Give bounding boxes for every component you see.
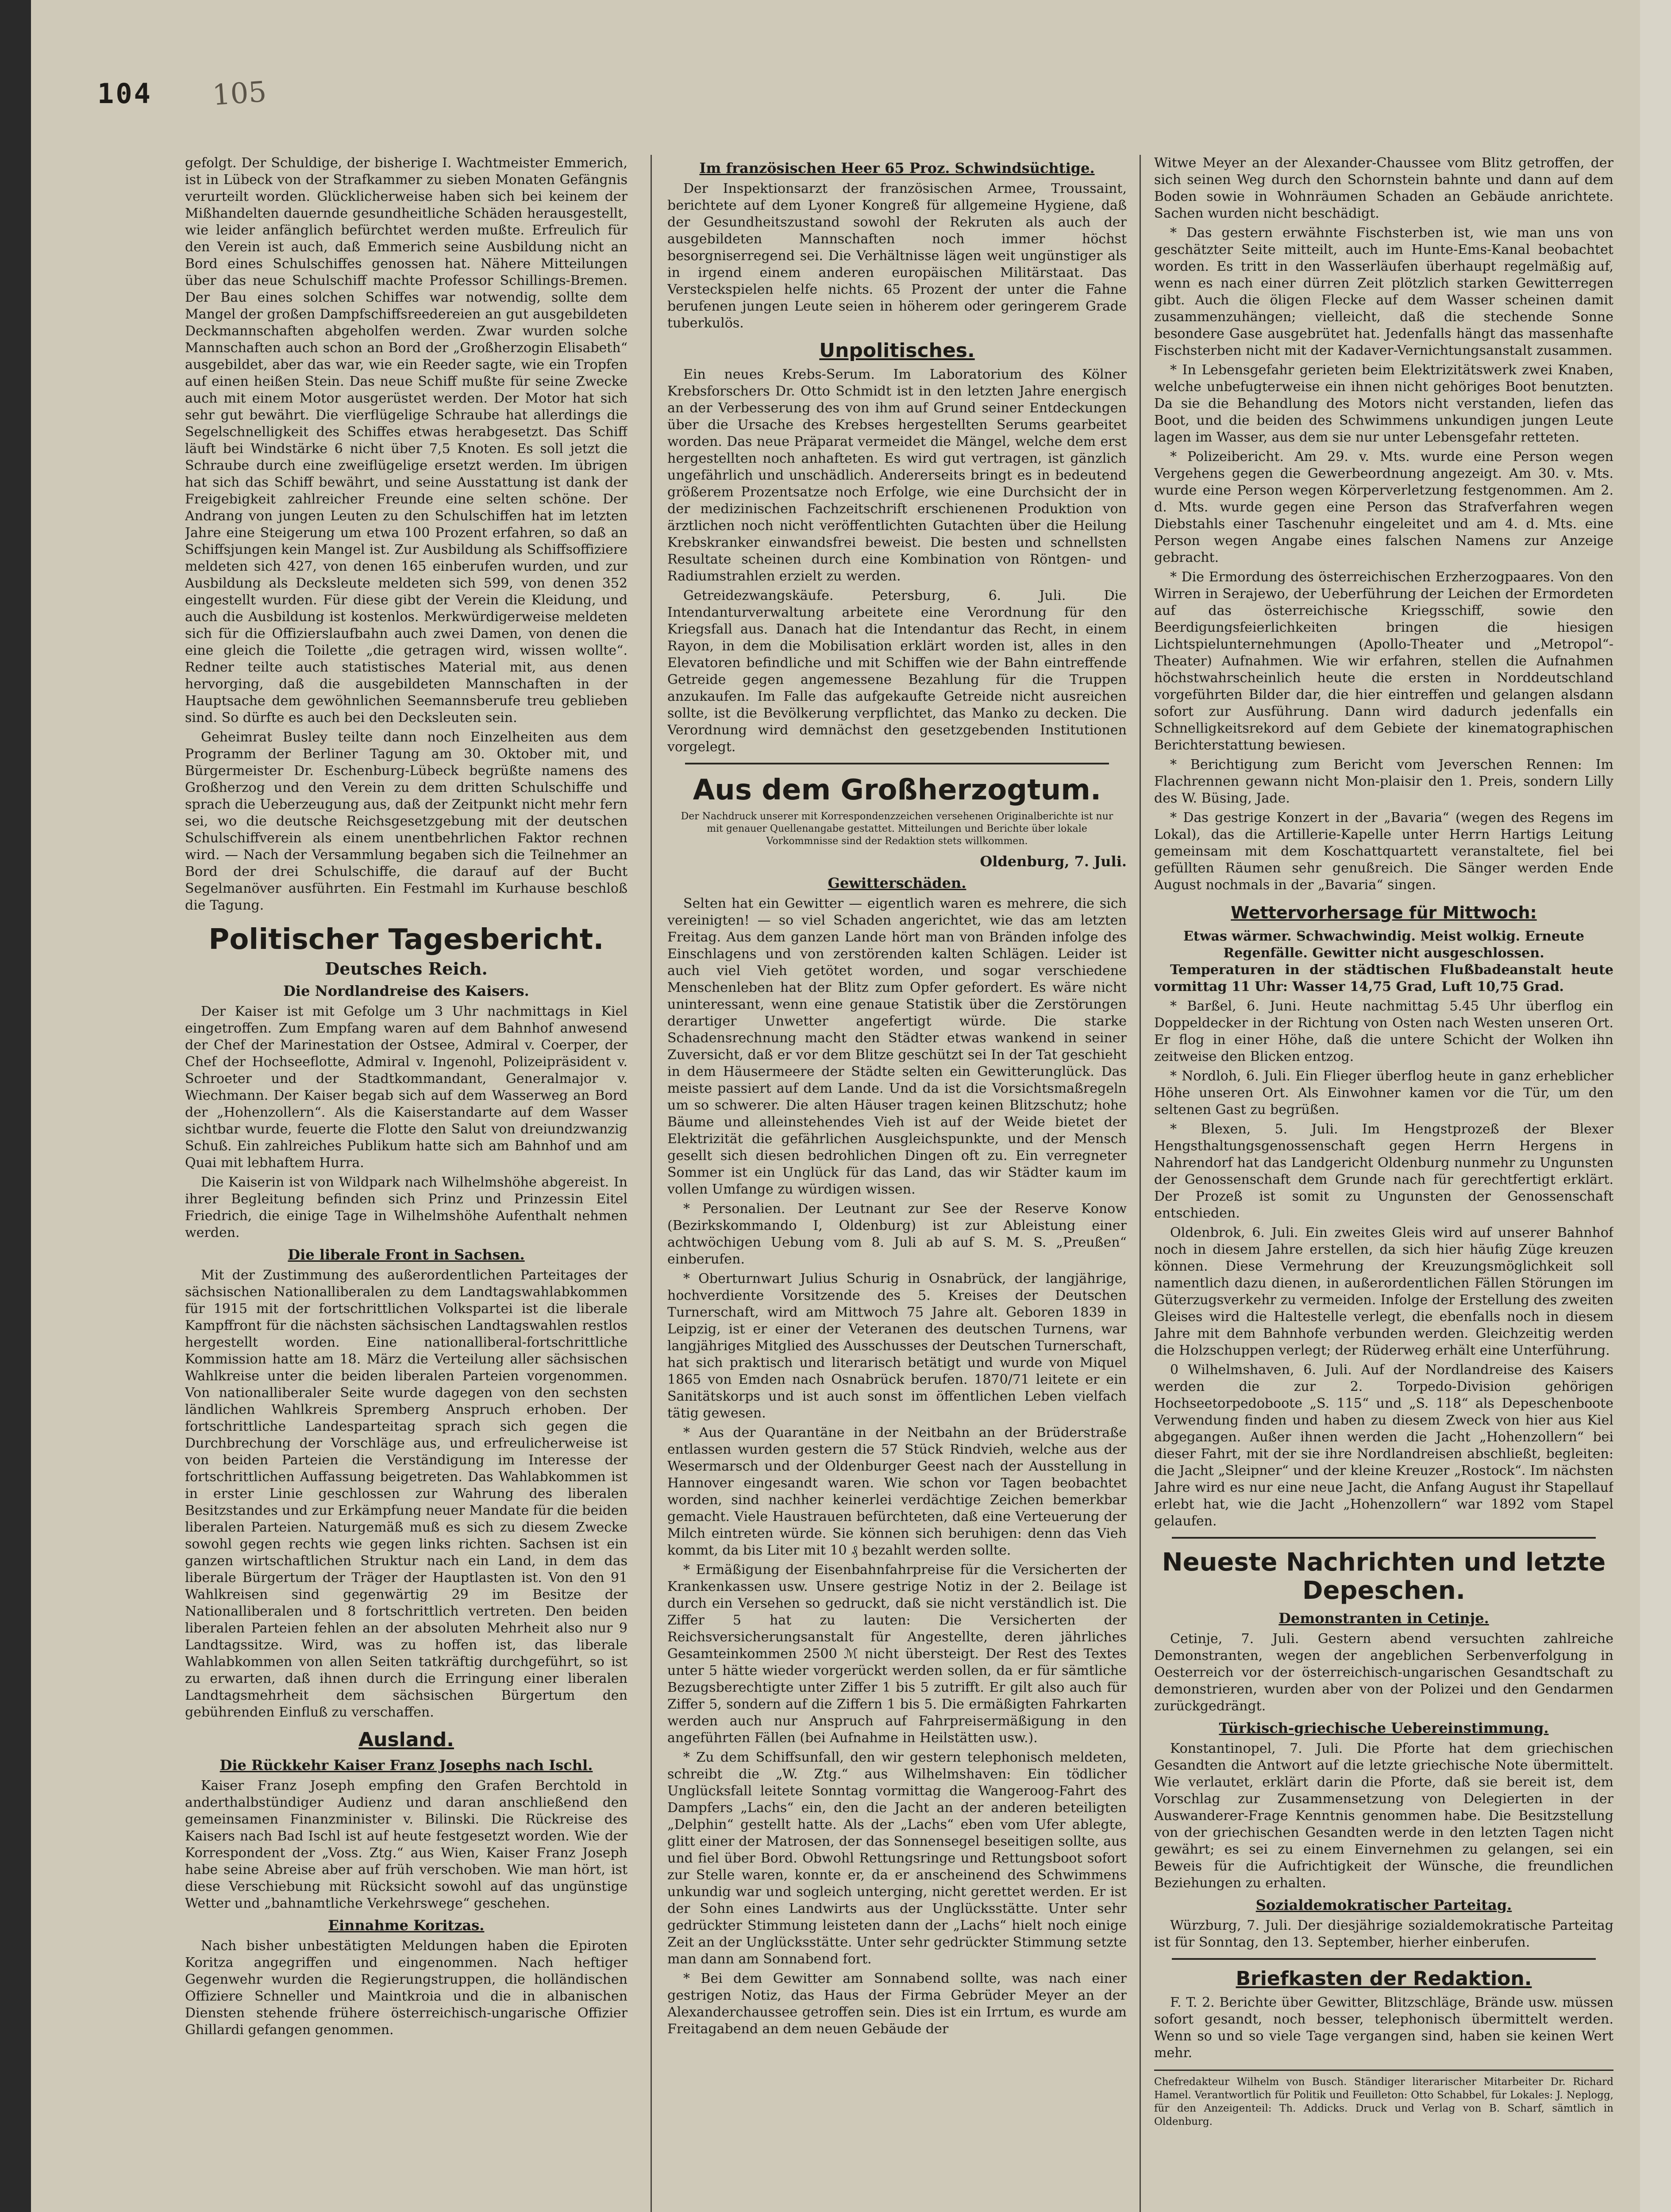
article-text: * Aus der Quarantäne in der Neitbahn an der Brüderstraße entlassen wurden gestern die 57 Stück Rindvieh, welche aus der Wesermarsch und der Oldenburger Geest nach der Ausstellung in Hannover eingesandt waren. Wie schon vor Tagen beobachtet worden, sind nachher keinerlei verdächtige Zeichen bemerkbar gemacht. Viele Haustrauen befürchteten, daß eine Verteuerung der Milch eintreten würde. Sie können sich beruhigen: denn das Vieh kommt, da bis Liter mit 10 ₰ bezahlt werden sollte. [667,1425,1127,1558]
article-text: * Blexen, 5. Juli. Im Hengstprozeß der Blexer Hengsthaltungsgenossenschaft gegen Herrn Hergens in Nahrendorf hat das Landgericht Oldenburg nunmehr zu Ungunsten der Genossenschaft dem Grunde nach für gerechtfertigt erklärt. Der Prozeß ist somit zu Ungunsten der Genossenschaft entschieden. [1154,1121,1613,1221]
column-rule [651,155,652,2212]
divider [1172,1537,1596,1539]
column-1 [185,155,628,2212]
article-text: Der Kaiser ist mit Gefolge um 3 Uhr nachmittags in Kiel eingetroffen. Zum Empfang waren auf dem Bahnhof anwesend der Chef der Marinestation der Ostsee, Admiral v. Coerper, der Chef der Hochseeflotte, Admiral v. Ingenohl, Polizeipräsident v. Schroeter und der Stadtkommandant, Generalmajor v. Wiechmann. Der Kaiser begab sich auf dem Wasserweg an Bord der „Hohenzollern“. Als die Kaiserstandarte auf dem Wasser sichtbar wurde, feuerte die Flotte den Salut von dreiundzwanzig Schuß. Ein zahlreiches Publikum hatte sich am Bahnhof und am Quai mit lebhaftem Hurra. [185,1004,628,1171]
article-title: Türkisch-griechische Uebereinstimmung. [1219,1720,1549,1736]
section-heading: Neueste Nachrichten und letzte Depeschen. [1162,1548,1606,1605]
article-title: Die Nordlandreise des Kaisers. [283,983,529,999]
article-text: Die Kaiserin ist von Wildpark nach Wilhelmshöhe abgereist. In ihrer Begleitung befinden sich Prinz und Prinzessin Eitel Friedrich, die einige Tage in Wilhelmshöhe Aufenthalt nehmen werden. [185,1175,628,1240]
article-text: * Zu dem Schiffsunfall, den wir gestern telephonisch meldeten, schreibt die „W. Ztg.“ aus Wilhelmshaven: Ein tödlicher Unglücksfall leitete Sonntag vormittag die Wangeroog-Fahrt des Dampfers „Lachs“ ein, den die Jacht an der anderen beteiligten „Delphin“ gestellt hatte. Als der „Lachs“ eben vom Ufer ablegte, glitt einer der Matrosen, der das Sonnensegel beseitigen sollte, aus und fiel über Bord. Obwohl Rettungsringe und Rettungsboot sofort zur Stelle waren, konnte er, da er anscheinend des Schwimmens unkundig war und sogleich unterging, nicht gerettet werden. Er ist der Sohn eines Landwirts aus der Unglücksstätte. Unter sehr gedrückter Stimmung leisteten dann der „Lachs“ hielt noch einige Zeit an der Unglücksstätte. Unter sehr gedrückter Stimmung setzte man dann am Sonnabend fort. [667,1750,1127,1967]
article-text: * Die Ermordung des österreichischen Erzherzogpaares. Von den Wirren in Serajewo, der Ueberführung der Leichen der Ermordeten auf das österreichische Kriegsschiff, sowie den Beerdigungsfeierlichkeiten bringen die hiesigen Lichtspielunternehmungen (Apollo-Theater und „Metropol“-Theater) Aufnahmen. Wie wir erfahren, stellen die Aufnahmen höchstwahrscheinlich heute die ersten in Norddeutschland vorgeführten Bilder dar, die hier eintreffen und gelangen alsdann sofort zur Ausführung. Dann wird dadurch jedenfalls ein Schnelligkeitsrekord auf dem Gebiete der kinematographischen Berichterstattung bewiesen. [1154,569,1613,753]
article-text: Konstantinopel, 7. Juli. Die Pforte hat dem griechischen Gesandten die Antwort auf die letzte griechische Note übermittelt. Wie verlautet, erklärt darin die Pforte, daß sie bereit ist, dem Vorschlag zur Zusammensetzung von Delegierten in der Auswanderer-Frage Kenntnis genommen habe. Die Besitzstellung von der griechischen Gesandten werde in den letzten Tagen nicht gewährt; es sei zu einem Einvernehmen zu gelangen, sei ein Beweis für die Aufrichtigkeit der Wünsche, die freundlichen Beziehungen zu erhalten. [1154,1741,1613,1891]
article-text: * Ermäßigung der Eisenbahnfahrpreise für die Versicherten der Krankenkassen usw. Unsere gestrige Notiz in der 2. Beilage ist durch ein Versehen so gedruckt, daß sie nicht verständlich ist. Die Ziffer 5 hat zu lauten: Die Versicherten der Reichsversicherungsanstalt für Angestellte, deren jährliches Gesamteinkommen 2500 ℳ nicht übersteigt. Der Rest des Textes unter 5 hätte wieder vorgerückt werden sollen, da er für sämtliche Bezugsberechtigte unter Ziffer 1 bis 5 zutrifft. Er gilt also auch für Ziffer 5, sondern auf die Ziffern 1 bis 5. Die ermäßigten Fahrkarten werden auch nur Anspruch auf Fahrpreisermäßigung in den angeführten Fällen (bei Aufnahme in Heilstätten usw.). [667,1562,1127,1746]
reprint-notice: Der Nachdruck unserer mit Korrespondenzzeichen versehenen Originalberichte ist nur mit genauer Quellenangabe gestattet. Mitteilungen und Berichte über lokale Vorkommnisse sind der Redaktion stets willkommen. [681,811,1113,847]
water-temperature: Temperaturen in der städtischen Flußbadeanstalt heute vormittag 11 Uhr: Wasser 14,75 Grad, Luft 10,75 Grad. [1154,962,1613,995]
article-text: Selten hat ein Gewitter — eigentlich waren es mehrere, die sich vereinigten! — so viel Schaden angerichtet, wie das am letzten Freitag. Aus dem ganzen Lande hört man von Bränden infolge des Einschlagens und von zerstörenden kalten Schlägen. Leider ist auch viel Vieh getötet worden, und sogar verschiedene Menschenleben hat der Blitz zum Opfer gefordert. Es wäre nicht uninteressant, wenn eine genaue Statistik über die Zerstörungen derartiger Unwetter angefertigt würde. Die starke Schadensrechnung macht den Städter etwas wankend in seiner Zuversicht, daß er vor dem Blitze geschützt sei In der Tat geschieht in dem Häusermeere der Städte selten ein Gewitterunglück. Das meiste passiert auf dem Lande. Und da ist die Vorsichtsmaßregeln um so schwerer. Die alten Häuser tragen keinen Blitzschutz; hohe Bäume und alleinstehendes Vieh ist auf der Weide bietet der Elektrizität die gefährlichen Ausgleichspunkte, und der Mensch gesellt sich diesen bedrohlichen Dingen oft zu. Ein verregneter Sommer ist ein Unglück für das Land, das wir Städter kaum im vollen Umfange zu würdigen wissen. [667,896,1127,1197]
article-text: Der Inspektionsarzt der französischen Armee, Troussaint, berichtete auf dem Lyoner Kongreß für allgemeine Hygiene, daß der Gesundheitszustand sowohl der Rekruten als auch der ausgebildeten Mannschaften noch immer höchst besorgniserregend sei. Die Verhältnisse lägen weit ungünstiger als in irgend einem anderen europäischen Militärstaat. Das Versteckspielen helfe nichts. 65 Prozent der unter die Fahne berufenen jungen Leute seien in höherem oder geringerem Grade tuberkulös. [667,181,1127,331]
article-text: * Oberturnwart Julius Schurig in Osnabrück, der langjährige, hochverdiente Vorsitzende des 5. Kreises der Deutschen Turnerschaft, wird am Mittwoch 75 Jahre alt. Geboren 1839 in Leipzig, ist er einer der Veteranen des deutschen Turnens, war langjähriges Mitglied des Ausschusses der Deutschen Turnerschaft, hat sich praktisch und literarisch betätigt und wurde von Miquel 1865 von Emden nach Osnabrück berufen. 1870/71 leitete er ein Sanitätskorps und ist auch sonst im öffentlichen Leben vielfach tätig gewesen. [667,1271,1127,1421]
section-heading: Briefkasten der Redaktion. [1236,1967,1532,1990]
article-text: Witwe Meyer an der Alexander-Chaussee vom Blitz getroffen, der sich seinen Weg durch den Schornstein bahnte und dann auf dem Boden sowie in Wohnräumen Schaden an Gebäude anrichtete. Sachen wurden nicht beschädigt. [1154,155,1613,221]
article-text: F. T. 2. Berichte über Gewitter, Blitzschläge, Brände usw. müssen sofort gesandt, noch besser, telephonisch übermittelt werden. Wenn so und so viele Tage vergangen sind, haben sie keinen Wert mehr. [1154,1995,1613,2061]
article-text: Kaiser Franz Joseph empfing den Grafen Berchtold in anderthalbstündiger Audienz und daran anschließend den gemeinsamen Finanzminister v. Bilinski. Die Rückreise des Kaisers nach Bad Ischl ist auf heute festgesetzt worden. Wie der Korrespondent der „Voss. Ztg.“ aus Wien, Kaiser Franz Joseph habe seine Abreise aber auf früh verschoben. Wie man hört, ist diese Verschiebung mit Rücksicht sowohl auf das ungünstige Wetter und „bahnamtliche Verkehrswege“ geschehen. [185,1778,628,1911]
article-text: Geheimrat Busley teilte dann noch Einzelheiten aus dem Programm der Berliner Tagung am 30. Oktober mit, und Bürgermeister Dr. Eschenburg-Lübeck begrüßte namens des Großherzog und den Verein zu dem dritten Schulschiffe und sprach die Ueberzeugung aus, daß der Zeitpunkt nicht mehr fern sei, wo die deutsche Reichsgesetzgebung mit der deutschen Schulschiffverein als einem unentbehrlichen Faktor rechnen wird. — Nach der Versammlung begaben sich die Teilnehmer an Bord der drei Schulschiffe, die darauf auf der Bucht Segelmanöver ausführten. Ein Festmahl im Kurhause beschloß die Tagung. [185,730,628,913]
article-text: * Personalien. Der Leutnant zur See der Reserve Konow (Bezirkskommando I, Oldenburg) ist zur Ableistung einer achtwöchigen Uebung vom 8. Juli ab auf S. M. S. „Preußen“ einberufen. [667,1201,1127,1267]
scan-border-right [1640,0,1671,2212]
article-text: * Barßel, 6. Juni. Heute nachmittag 5.45 Uhr überflog ein Doppeldecker in der Richtung von Osten nach Westen unseren Ort. Er flog in einer Höhe, daß die untere Schicht der Wolken ihn zeitweise den Blicken entzog. [1154,998,1613,1064]
article-title: Gewitterschäden. [828,875,966,891]
section-subheading: Deutsches Reich. [325,959,488,979]
article-text: * Das gestern erwähnte Fischsterben ist, wie man uns von geschätzter Seite mitteilt, auch im Hunte-Ems-Kanal beobachtet worden. Es tritt in den Wasserläufen überhaupt regelmäßig auf, wenn es nach einer dürren Zeit plötzlich starken Gewitterregen gibt. Auch die öligen Flecke auf dem Wasser scheinen damit zusammenzuhängen; vielleicht, daß die stechende Sonne besondere Gase ausgebrütet hat. Jedenfalls hängt das massenhafte Fischsterben nicht mit der Kadaver-Vernichtungsanstalt zusammen. [1154,225,1613,358]
article-text: * Nordloh, 6. Juli. Ein Flieger überflog heute in ganz erheblicher Höhe unseren Ort. Als Einwohner kamen vor die Tür, um den seltenen Gast zu begrüßen. [1154,1068,1613,1118]
article-title: Sozialdemokratischer Parteitag. [1255,1897,1512,1913]
article-text: * Polizeibericht. Am 29. v. Mts. wurde eine Person wegen Vergehens gegen die Gewerbeordnung angezeigt. Am 30. v. Mts. wurde eine Person wegen Körperverletzung festgenommen. Am 2. d. Mts. wurde gegen eine Person das Strafverfahren wegen Diebstahls einer Taschenuhr eingeleitet und am 4. d. Mts. eine Person wegen Angabe eines falschen Namens zur Anzeige gebracht. [1154,449,1613,565]
article-text: Würzburg, 7. Juli. Der diesjährige sozialdemokratische Parteitag ist für Sonntag, den 13. September, hierher einberufen. [1154,1918,1613,1950]
column-rule [1140,155,1141,2212]
article-text: * Das gestrige Konzert in der „Bavaria“ (wegen des Regens im Lokal), das die Artillerie-Kapelle unter Herrn Hartigs Leitung gemeinsam mit dem Koschattquartett veranstaltete, fiel bei gefüllten Räumen sehr genußreich. Die Sänger werden Ende August nochmals in der „Bavaria“ singen. [1154,810,1613,893]
divider [685,763,1109,764]
dateline: Oldenburg, 7. Juli. [980,853,1127,870]
article-text: Ein neues Krebs-Serum. Im Laboratorium des Kölner Krebsforschers Dr. Otto Schmidt ist in den letzten Jahre energisch an der Verbesserung des von ihm auf Grund seiner Entdeckungen über die Ursache des Krebses hergestellten Serums gearbeitet worden. Das neue Präparat vermeidet die Mängel, welche dem erst hergestellten noch anhafteten. Es wird gut vertragen, ist gänzlich ungefährlich und unschädlich. Andererseits bringt es in bedeutend größerem Prozentsatze noch Erfolge, wie eine Durchsicht der in der medizinischen Fachzeitschrift erschienenen Produktion von ärztlichen noch nicht veröffentlichten Gutachten über die Heilung Krebskranker einwandsfrei beweist. Die besten und schnellsten Resultate scheinen durch eine Kombination von Röntgen- und Radiumstrahlen erzielt zu werden. [667,367,1127,584]
section-heading: Ausland. [358,1728,454,1751]
weather-forecast: Etwas wärmer. Schwachwindig. Meist wolkig. Erneute Regenfälle. Gewitter nicht ausgeschlossen. [1183,929,1584,961]
column-2 [667,155,1127,2212]
article-text: Mit der Zustimmung des außerordentlichen Parteitages der sächsischen Nationalliberalen zu dem Landtagswahlabkommen für 1915 mit der fortschrittlichen Volkspartei ist die liberale Kampffront für die nächsten sächsischen Landtagswahlen restlos hergestellt worden. Eine nationalliberal-fortschrittliche Kommission hatte am 18. März die Verteilung aller sächsischen Wahlkreise unter die beiden liberalen Parteien vorgenommen. Von nationalliberaler Seite wurde dagegen von den sechsten ländlichen Wahlkreis Spremberg Anspruch erhoben. Der fortschrittliche Landesparteitag sprach sich gegen die Durchbrechung der Vorschläge aus, und erfreulicherweise ist von beiden Parteien die Verständigung im Interesse der fortschrittlichen Auffassung beigetreten. Das Wahlabkommen ist in erster Linie geschlossen zur Wahrung des liberalen Besitzstandes und zur Erkämpfung neuer Mandate für die beiden liberalen Parteien. Naturgemäß muß es sich zu diesem Zwecke sowohl gegen rechts wie gegen links richten. Sachsen ist ein ganzen wirtschaftlichen Struktur nach ein Land, in dem das liberale Bürgertum der Träger der Hauptlasten ist. Von den 91 Wahlkreisen sind gegenwärtig 29 im Besitze der Nationalliberalen und 8 fortschrittlich vertreten. Den beiden liberalen Parteien fehlen an der absoluten Mehrheit also nur 9 Landtagssitze. Wird, was zu hoffen ist, das liberale Wahlabkommen von allen Seiten tatkräftig durchgeführt, so ist zu erwarten, daß ihnen durch die Erringung einer liberalen Landtagsmehrheit dem sächsischen Bürgertum den gebührenden Einfluß zu verschaffen. [185,1267,628,1720]
article-text: 0 Wilhelmshaven, 6. Juli. Auf der Nordlandreise des Kaisers werden die zur 2. Torpedo-Division gehörigen Hochseetorpedoboote „S. 115“ und „S. 118“ als Depeschenboote Verwendung finden und haben zu diesem Zweck von hier aus Kiel abgegangen. Außer ihnen werden die Jacht „Hohenzollern“ bei dieser Fahrt, mit der sie ihre Nordlandreisen abschließt, begleiten: die Jacht „Sleipner“ und der kleine Kreuzer „Rostock“. Im nächsten Jahre wird es nur eine neue Jacht, die Anfang August ihr Stapellauf erlebt hat, wie die Jacht „Hohenzollern“ war 1892 vom Stapel gelaufen. [1154,1362,1613,1529]
handwritten-folio: 105 [211,75,268,112]
article-title: Die liberale Front in Sachsen. [288,1246,525,1263]
divider [1172,1958,1596,1960]
article-text: * Berichtigung zum Bericht vom Jeverschen Rennen: Im Flachrennen gewann nicht Mon-plaisir den 1. Preis, sondern Lilly des W. Büsing, Jade. [1154,757,1613,806]
section-heading: Aus dem Großherzogtum. [693,774,1101,806]
article-text: Getreidezwangskäufe. Petersburg, 6. Juli. Die Intendanturverwaltung arbeitete eine Verordnung für den Kriegsfall aus. Danach hat die Intendantur das Recht, in einem Rayon, in dem die Mobilisation erklärt worden ist, alles in den Elevatoren befindliche und mit Schiffen wie der Bahn eintreffende Getreide gegen angemessene Bezahlung für die Truppen anzukaufen. Im Falle das aufgekaufte Getreide nicht ausreichen sollte, ist die Bevölkerung verpflichtet, das Manko zu decken. Die Verordnung wird demnächst den gesetzgebenden Institutionen vorgelegt. [667,588,1127,755]
article-text: * Bei dem Gewitter am Sonnabend sollte, was nach einer gestrigen Notiz, das Haus der Firma Gebrüder Meyer an der Alexanderchaussee getroffen sein. Dies ist ein Irrtum, es wurde am Freitagabend an dem neuen Gebäude der [667,1971,1127,2037]
article-text: Cetinje, 7. Juli. Gestern abend versuchten zahlreiche Demonstranten, wegen der angeblichen Serbenverfolgung in Oesterreich vor der österreichisch-ungarischen Gesandtschaft zu demonstrieren, wurden aber von der Polizei und den Gendarmen zurückgedrängt. [1154,1631,1613,1714]
weather-heading: Wettervorhersage für Mittwoch: [1231,903,1537,922]
article-text: Nach bisher unbestätigten Meldungen haben die Epiroten Koritza angegriffen und eingenommen. Nach heftiger Gegenwehr wurden die Regierungstruppen, die holländischen Offiziere Schneller und Maintkroia und die in albanischen Diensten stehende frühere österreichisch-ungarische Offizier Ghillardi gefangen genommen. [185,1938,628,2038]
section-heading: Unpolitisches. [819,339,975,362]
article-text: Oldenbrok, 6. Juli. Ein zweites Gleis wird auf unserer Bahnhof noch in diesem Jahre erstellen, da sich hier häufig Züge kreuzen können. Diese Vermehrung der Kreuzungsmöglichkeit soll namentlich dazu dienen, in außerordentlichen Fällen Störungen im Güterzugsverkehr zu vermeiden. Infolge der Erstellung des zweiten Gleises wird die Haltestelle verlegt, die ebenfalls noch in diesem Jahre mit dem Bahnhofe verbunden werden. Gleichzeitig werden die Holzschuppen verlegt; der Rüderweg erhält eine Unterführung. [1154,1225,1613,1358]
article-title: Demonstranten in Cetinje. [1278,1610,1489,1627]
article-title: Die Rückkehr Kaiser Franz Josephs nach Ischl. [219,1757,593,1774]
section-heading: Politischer Tagesbericht. [208,923,604,956]
scan-border-left [0,0,31,2212]
column-3 [1154,155,1613,2212]
article-title: Im französischen Heer 65 Proz. Schwindsüchtige. [699,160,1095,177]
imprint: Chefredakteur Wilhelm von Busch. Ständiger literarischer Mitarbeiter Dr. Richard Hamel. Verantwortlich für Politik und Feuilleton: Otto Schabbel, für Lokales: J. Neplogg, für den Anzeigenteil: Th. Addicks. Druck und Verlag von B. Scharf, sämtlich in Oldenburg. [1154,2070,1613,2128]
article-text: * In Lebensgefahr gerieten beim Elektrizitätswerk zwei Knaben, welche unbefugterweise ein ihnen nicht gehöriges Boot benutzten. Da sie die Behandlung des Motors nicht verstanden, liefen das Boot, und die beiden des Schwimmens unkundigen jungen Leute lagen im Wasser, aus dem sie nur unter Lebensgefahr retteten. [1154,362,1613,445]
page-number: 104 [97,77,152,110]
article-text: gefolgt. Der Schuldige, der bisherige I. Wachtmeister Emmerich, ist in Lübeck von der Strafkammer zu sieben Monaten Gefängnis verurteilt worden. Glücklicherweise haben sich bei keinem der Mißhandelten dauernde gesundheitliche Schäden herausgestellt, wie leider anfänglich befürchtet werden mußte. Erfreulich für den Verein ist auch, daß Emmerich seine Ausbildung nicht an Bord eines Schulschiffes genossen hat. Nähere Mitteilungen über das neue Schulschiff machte Professor Schillings-Bremen. Der Bau eines solchen Schiffes war notwendig, sollte dem Mangel der großen Dampfschiffsreedereien an gut ausgebildeten Deckmannschaften abgeholfen werden. Zwar wurden solche Mannschaften auch schon an Bord der „Großherzogin Elisabeth“ ausgebildet, aber das war, wie ein Reeder sagte, wie ein Tropfen auf einen heißen Stein. Das neue Schiff mußte für seine Zwecke auch mit einem Motor ausgerüstet werden. Der Motor hat sich sehr gut bewährt. Die vierflügelige Schraube hat allerdings die Segelschnelligkeit des Schiffes etwas herabgesetzt. Das Schiff läuft bei Windstärke 6 nicht über 7,5 Knoten. Es soll jetzt die Schraube durch eine zweiflügelige ersetzt werden. Im übrigen hat sich das Schiff bewährt, und seine Ausstattung ist dank der Freigebigkeit zahlreicher Freunde eine selten schöne. Der Andrang von jungen Leuten zu den Schulschiffen hat im letzten Jahre eine Steigerung um etwa 100 Prozent erfahren, so daß an Schiffsjungen kein Mangel ist. Zur Ausbildung als Schiffsoffiziere meldeten sich 427, von denen 165 einberufen wurden, und zur Ausbildung als Decksleute meldeten sich 599, von denen 352 eingestellt wurden. Für diese gibt der Verein die Kleidung, und auch die Ausbildung ist kostenlos. Merkwürdigerweise meldeten sich für die Offizierslaufbahn auch zwei Damen, von denen die eine gleich die Toilette „die getragen wird, wissen wollte“. Redner teilte auch statistisches Material mit, aus denen hervorging, daß die ausgebildeten Mannschaften in der Hauptsache dem gewöhnlichen Seemannsberufe treu geblieben sind. So dürfte es auch bei den Decksleuten sein. [185,155,628,726]
article-title: Einnahme Koritzas. [328,1917,485,1934]
